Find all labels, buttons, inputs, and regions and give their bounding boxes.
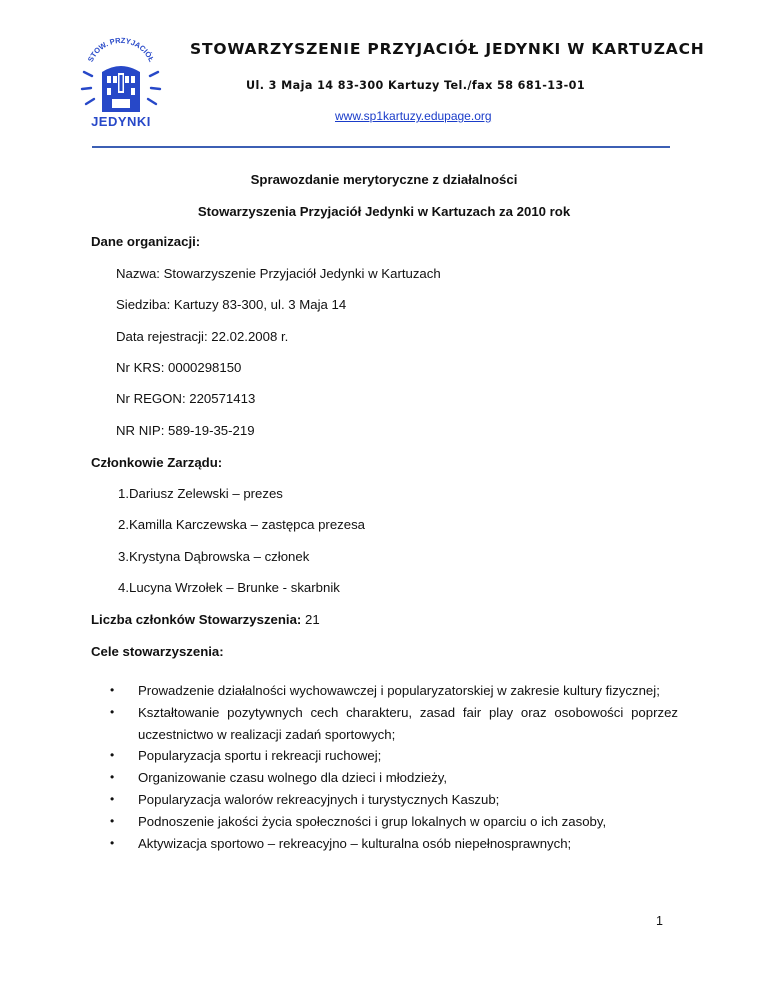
goals-list (110, 680, 678, 854)
board-heading: Członkowie Zarządu: (91, 455, 223, 470)
board-member: 3.Krystyna Dąbrowska – członek (118, 549, 310, 564)
list-item: • Organizowanie czasu wolnego dla dzieci i młodzieży, (110, 767, 678, 789)
nip-field: NR NIP: 589-19-35-219 (116, 423, 255, 438)
header-divider (92, 146, 670, 148)
report-title-line-2: Stowarzyszenia Przyjaciół Jedynki w Kartuzach za 2010 rok (197, 204, 571, 219)
organization-data-heading: Dane organizacji: (91, 234, 201, 249)
membership-count-line (91, 612, 320, 627)
bullet-icon: • (110, 835, 115, 850)
list-item: • Prowadzenie działalności wychowawczej i popularyzatorskiej w zakresie kultury fizycznej; (110, 680, 678, 702)
bullet-icon: • (110, 791, 115, 806)
page-number: 1 (656, 914, 663, 928)
membership-count: 21 (305, 612, 320, 627)
association-logo (78, 36, 164, 128)
logo-arc-text: STOW. PRZYJACIÓŁ (85, 36, 157, 64)
organization-address: Ul. 3 Maja 14 83-300 Kartuzy Tel./fax 58 681-13-01 (246, 79, 586, 92)
website-link[interactable]: www.sp1kartuzy.edupage.org (335, 109, 492, 123)
board-member: 4.Lucyna Wrzołek – Brunke - skarbnik (118, 580, 340, 595)
goals-heading: Cele stowarzyszenia: (91, 644, 224, 659)
board-member: 2.Kamilla Karczewska – zastępca prezesa (118, 517, 366, 532)
organization-name: STOWARZYSZENIE PRZYJACIÓŁ JEDYNKI W KARTUZACH (190, 40, 705, 58)
list-item: • Aktywizacja sportowo – rekreacyjno – kulturalna osób niepełnosprawnych; (110, 833, 678, 855)
organization-seat-field: Siedziba: Kartuzy 83-300, ul. 3 Maja 14 (116, 297, 347, 312)
bullet-icon: • (110, 704, 115, 719)
list-item: • Popularyzacja walorów rekreacyjnych i turystycznych Kaszub; (110, 789, 678, 811)
regon-field: Nr REGON: 220571413 (116, 391, 256, 406)
report-title-line-1: Sprawozdanie merytoryczne z działalności (250, 172, 518, 187)
bullet-icon: • (110, 748, 115, 763)
building-icon (102, 66, 140, 112)
board-member: 1.Dariusz Zelewski – prezes (118, 486, 283, 501)
membership-label: Liczba członków Stowarzyszenia: (91, 612, 302, 627)
bullet-icon: • (110, 770, 115, 785)
logo-bottom-text: JEDYNKI (91, 114, 151, 128)
list-item: • Kształtowanie pozytywnych cech charakteru, zasad fair play oraz osobowości poprzez uczestnictwo w realizacji zadań sportowych; (110, 702, 678, 746)
bullet-icon: • (110, 813, 115, 828)
krs-field: Nr KRS: 0000298150 (116, 360, 242, 375)
registration-date-field: Data rejestracji: 22.02.2008 r. (116, 329, 289, 344)
list-item: • Popularyzacja sportu i rekreacji ruchowej; (110, 745, 678, 767)
bullet-icon: • (110, 683, 115, 697)
organization-name-field: Nazwa: Stowarzyszenie Przyjaciół Jedynki w Kartuzach (116, 266, 441, 281)
list-item: • Podnoszenie jakości życia społeczności i grup lokalnych w oparciu o ich zasoby, (110, 811, 678, 833)
